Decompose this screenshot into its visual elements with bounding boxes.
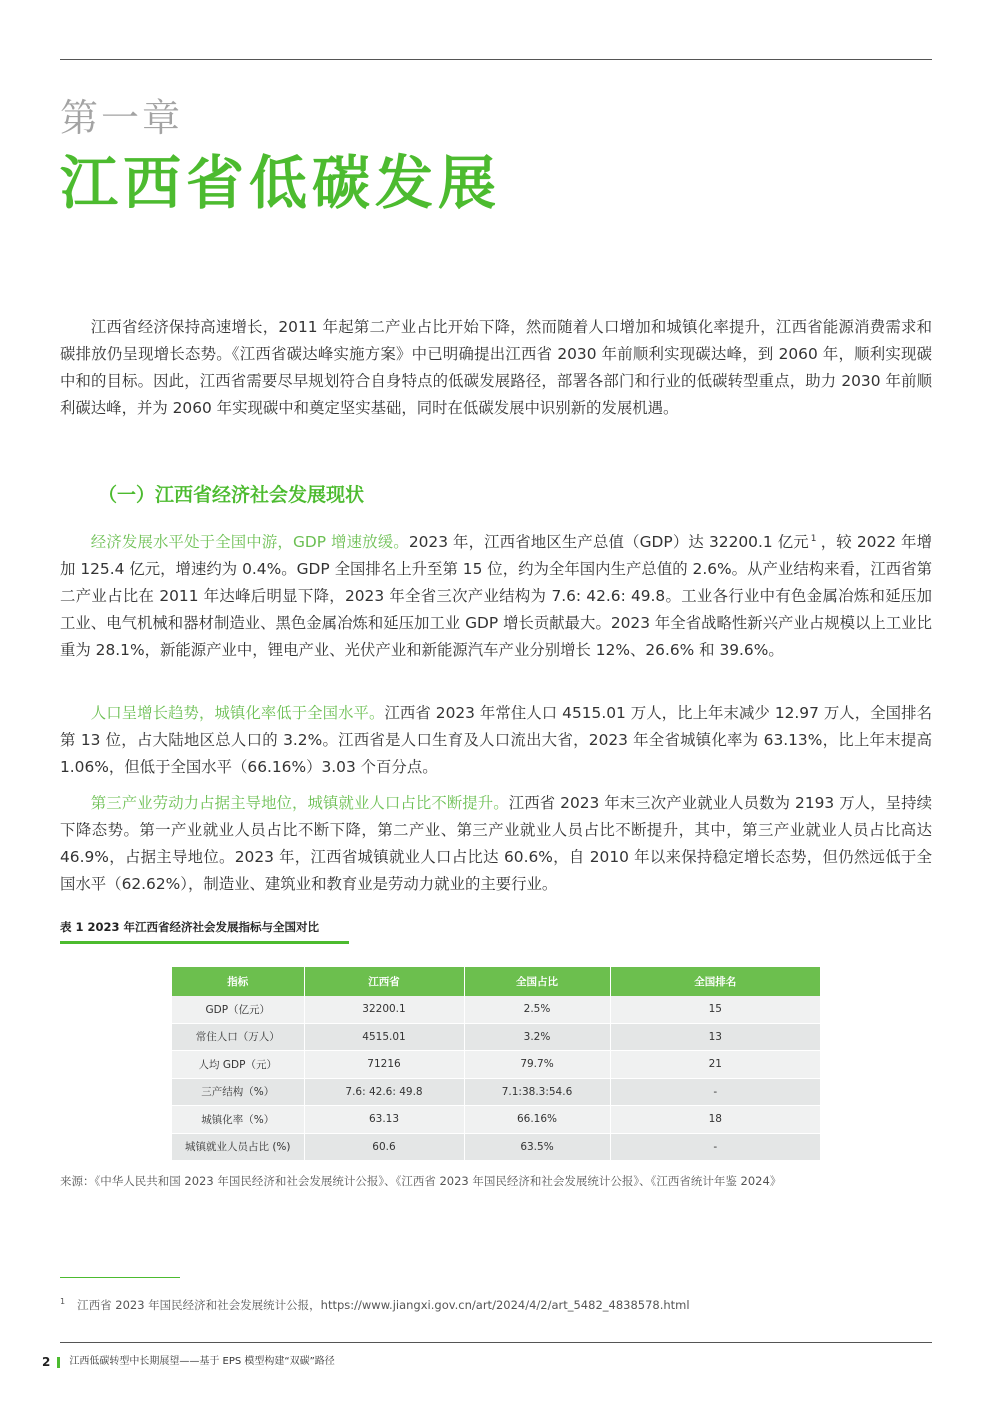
table-source: 来源：《中华人民共和国 2023 年国民经济和社会发展统计公报》、《江西省 2023 年国民经济和社会发展统计公报》、《江西省统计年鉴 2024》 (60, 1174, 782, 1188)
paragraph-population (60, 700, 932, 781)
indicator-table (172, 967, 820, 1161)
table-cell: - (610, 1133, 820, 1161)
table-cell: 32200.1 (304, 996, 464, 1023)
table-header-cell: 指标 (172, 967, 304, 996)
footnote-divider (60, 1277, 180, 1278)
table-cell: 15 (610, 996, 820, 1023)
footnote (60, 1293, 690, 1314)
table-cell: 13 (610, 1023, 820, 1051)
paragraph-employment (60, 790, 932, 898)
table-header-cell: 江西省 (304, 967, 464, 996)
table-row (172, 1133, 820, 1161)
footer-accent-bar (57, 1357, 60, 1368)
bottom-rule (60, 1342, 932, 1343)
table-cell: 79.7% (464, 1051, 610, 1079)
table-cell: 18 (610, 1106, 820, 1134)
paragraph-lead: 经济发展水平处于全国中游，GDP 增速放缓。 (90, 533, 409, 551)
table-cell: 21 (610, 1051, 820, 1079)
table-cell: - (610, 1078, 820, 1106)
table-row (172, 1051, 820, 1079)
paragraph-text: ，较 2022 年增加 125.4 亿元，增速约为 0.4%。GDP 全国排名上升至第 15 位，约为全年国内生产总值的 2.6%。从产业结构来看，江西省第二产业占比在 2011 年达峰后明显下降，2023 年全省三次产业结构为 7.6: 42.6: 49.8。工业各行业中有色金属冶炼和延压加工业、电气机械和器材制造业、黑色金属冶炼和延压加工业 GDP 增长贡献最大。2023 年全省战略性新兴产业占规模以上工业比重为 28.1%，新能源产业中，锂电产业、光伏产业和新能源汽车产业分别增长 12%、26.6% 和 39.6%。 (60, 533, 933, 659)
table-cell: 71216 (304, 1051, 464, 1079)
table-header-cell: 全国排名 (610, 967, 820, 996)
table-cell: GDP（亿元） (172, 996, 304, 1023)
table-header-row (172, 967, 820, 996)
table-cell: 三产结构（%） (172, 1078, 304, 1106)
table-cell: 4515.01 (304, 1023, 464, 1051)
page-number: 2 (42, 1355, 51, 1369)
table-cell: 7.1:38.3:54.6 (464, 1078, 610, 1106)
intro-paragraph: 江西省经济保持高速增长，2011 年起第二产业占比开始下降，然而随着人口增加和城镇化率提升，江西省能源消费需求和碳排放仍呈现增长态势。《江西省碳达峰实施方案》中已明确提出江西省 2030 年前顺利实现碳达峰，到 2060 年，顺利实现碳中和的目标。因此，江西省需要尽早规划符合自身特点的低碳发展路径，部署各部门和行业的低碳转型重点，助力 2030 年前顺利碳达峰，并为 2060 年实现碳中和奠定坚实基础，同时在低碳发展中识别新的发展机遇。 (60, 318, 932, 417)
table-cell: 63.13 (304, 1106, 464, 1134)
table-cell: 城镇化率（%） (172, 1106, 304, 1134)
footnote-mark: 1 (60, 1297, 66, 1306)
footnote-reference[interactable]: 1 (810, 533, 817, 544)
paragraph-text: 江西省 2023 年常住人口 4515.01 万人，比上年末减少 12.97 万人，全国排名第 13 位，占大陆地区总人口的 3.2%。江西省是人口生育及人口流出大省，2023 年全省城镇化率为 63.13%，比上年末提高 1.06%，但低于全国水平（66.16%）3.03 个百分点。 (60, 704, 932, 776)
table-cell: 63.5% (464, 1133, 610, 1161)
chapter-label: 第一章 (60, 96, 184, 140)
chapter-title: 江西省低碳发展 (60, 149, 502, 217)
table-cell: 2.5% (464, 996, 610, 1023)
footnote-text[interactable]: 江西省 2023 年国民经济和社会发展统计公报，https://www.jiangxi.gov.cn/art/2024/4/2/art_5482_4838578.html (77, 1297, 690, 1312)
footer-doc-title: 江西低碳转型中长期展望——基于 EPS 模型构建“双碳”路径 (69, 1356, 335, 1367)
table-caption: 表 1 2023 年江西省经济社会发展指标与全国对比 (60, 920, 320, 934)
table-cell: 7.6: 42.6: 49.8 (304, 1078, 464, 1106)
section-title: （一）江西省经济社会发展现状 (98, 484, 365, 506)
page-footer (42, 1354, 335, 1370)
table-cell: 城镇就业人员占比 (%) (172, 1133, 304, 1161)
paragraph-text: 2023 年，江西省地区生产总值（GDP）达 32200.1 亿元 (408, 533, 809, 551)
top-rule (60, 59, 932, 60)
table-cell: 常住人口（万人） (172, 1023, 304, 1051)
paragraph-economy (60, 529, 932, 664)
table-header-cell: 全国占比 (464, 967, 610, 996)
table-row (172, 1023, 820, 1051)
table-cell: 人均 GDP（元） (172, 1051, 304, 1079)
table-cell: 60.6 (304, 1133, 464, 1161)
paragraph-lead: 人口呈增长趋势，城镇化率低于全国水平。 (90, 704, 385, 722)
paragraph-text: 江西省 2023 年末三次产业就业人员数为 2193 万人，呈持续下降态势。第一产业就业人员占比不断下降，第二产业、第三产业就业人员占比不断提升，其中，第三产业就业人员占比高达 46.9%，占据主导地位。2023 年，江西省城镇就业人口占比达 60.6%，自 2010 年以来保持稳定增长态势，但仍然远低于全国水平（62.62%），制造业、建筑业和教育业是劳动力就业的主要行业。 (60, 794, 932, 893)
table-row (172, 996, 820, 1023)
table-row (172, 1106, 820, 1134)
table-cell: 66.16% (464, 1106, 610, 1134)
table-row (172, 1078, 820, 1106)
paragraph-lead: 第三产业劳动力占据主导地位，城镇就业人口占比不断提升。 (90, 794, 509, 812)
caption-underline (60, 941, 349, 944)
table-cell: 3.2% (464, 1023, 610, 1051)
